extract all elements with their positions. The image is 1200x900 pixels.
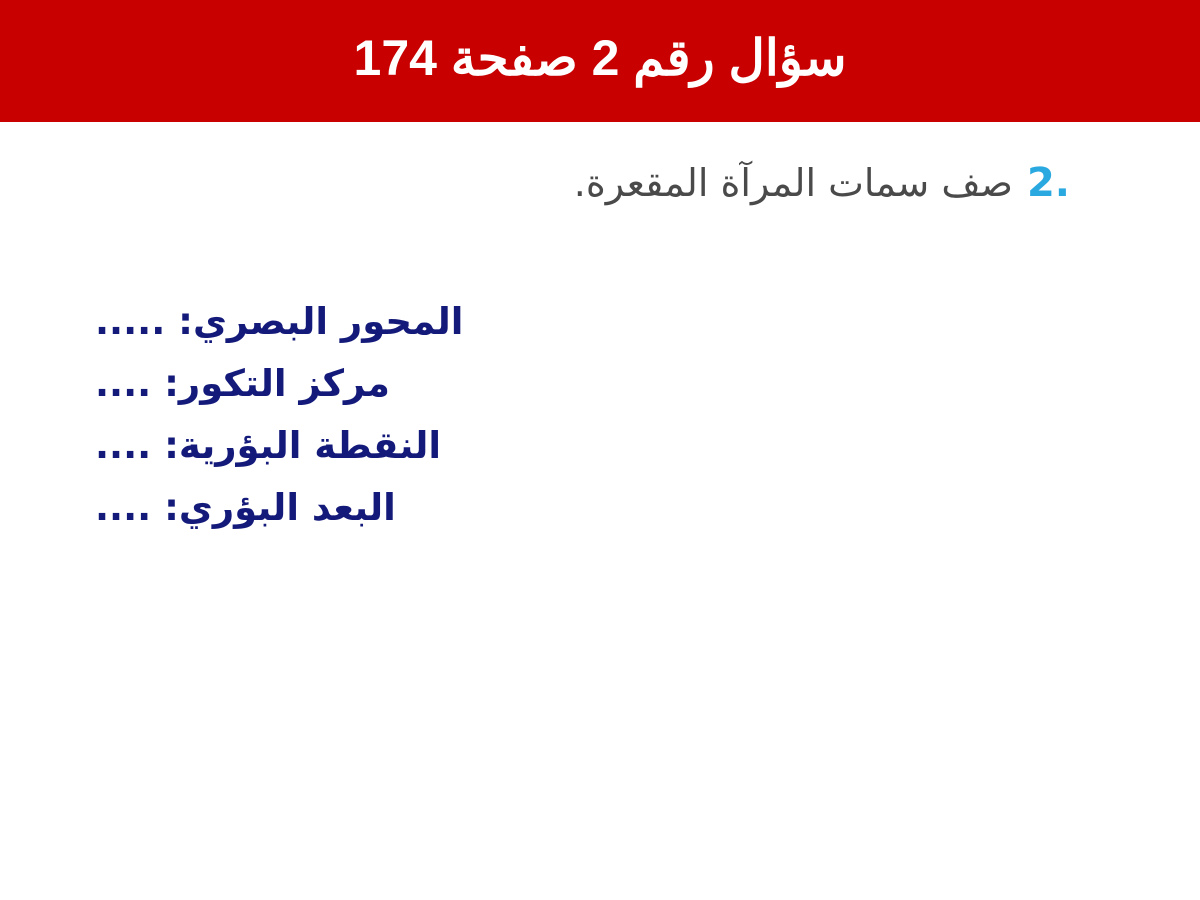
blank-label: النقطة البؤرية: [164, 424, 442, 467]
blank-row [95, 424, 1200, 467]
blank-row [95, 362, 1200, 405]
blank-dots: .... [95, 362, 152, 405]
page-title: سؤال رقم 2 صفحة 174 [353, 29, 847, 86]
blank-label: البعد البؤري: [164, 486, 396, 529]
blank-label: مركز التكور: [164, 362, 390, 405]
blank-row [95, 486, 1200, 529]
blank-dots: ..... [95, 300, 166, 343]
blank-dots: .... [95, 486, 152, 529]
blank-row [95, 300, 1200, 343]
question-text: صف سمات المرآة المقعرة. [573, 161, 1013, 205]
blanks-list [95, 300, 1200, 548]
question-line [60, 160, 1140, 206]
blank-label: المحور البصري: [178, 300, 464, 343]
title-banner [0, 0, 1200, 122]
question-number: .2 [1026, 160, 1070, 206]
blank-dots: .... [95, 424, 152, 467]
